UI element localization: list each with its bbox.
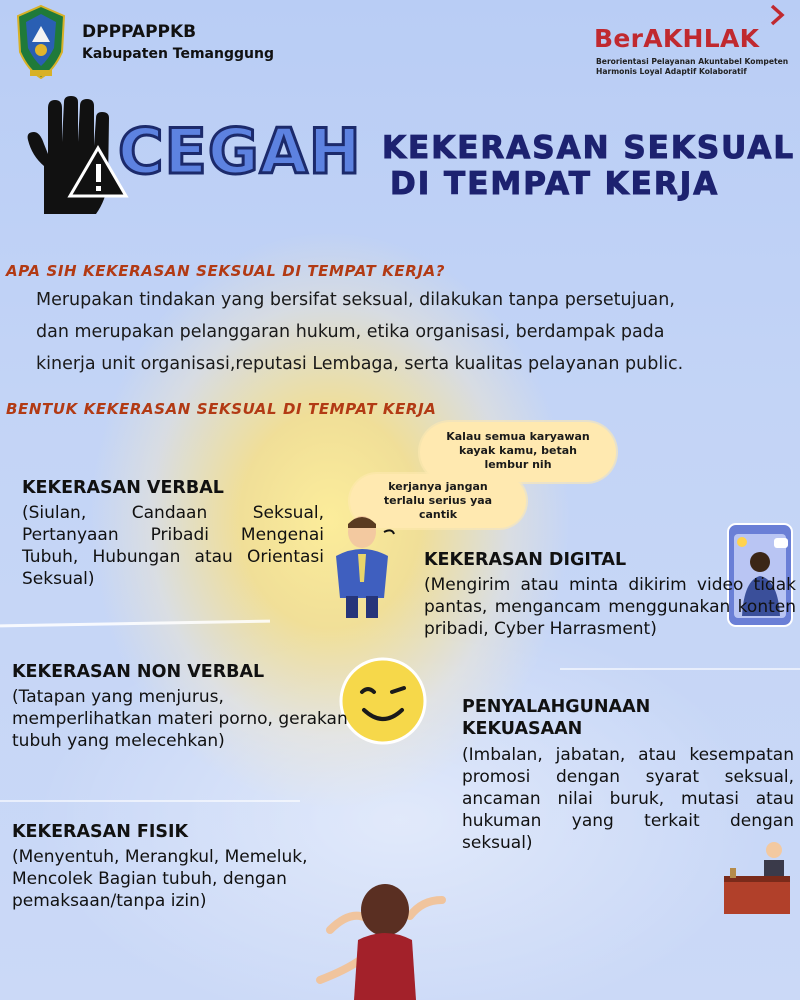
nonverbal-violence-description: (Tatapan yang menjurus, memperlihatkan materi porno, gerakan tubuh yang melecehkan) bbox=[12, 687, 348, 751]
light-streak bbox=[560, 668, 800, 670]
regency-emblem-icon bbox=[14, 4, 68, 80]
nonverbal-violence-title: KEKERASAN NON VERBAL bbox=[12, 662, 265, 682]
digital-violence-title: KEKERASAN DIGITAL bbox=[424, 550, 627, 570]
physical-violence-description: (Menyentuh, Merangkul, Memeluk, Mencolek Bagian tubuh, dengan pemaksaan/tanpa izin) bbox=[12, 847, 308, 911]
brand-tagline-line2: Harmonis Loyal Adaptif Kolaboratif bbox=[596, 67, 747, 76]
org-subtitle: Kabupaten Temanggung bbox=[82, 46, 274, 62]
title-line-1: KEKERASAN SEKSUAL bbox=[382, 130, 796, 166]
speech-bubble: Kalau semua karyawan kayak kamu, betah lembur nih bbox=[420, 422, 616, 482]
question-heading: APA SIH KEKERASAN SEKSUAL DI TEMPAT KERJA? bbox=[6, 262, 446, 280]
forms-heading: BENTUK KEKERASAN SEKSUAL DI TEMPAT KERJA bbox=[6, 400, 437, 418]
org-name: DPPPAPPKB bbox=[82, 22, 197, 42]
answer-line-1: Merupakan tindakan yang bersifat seksual, dilakukan tanpa persetujuan, bbox=[36, 290, 675, 310]
title-line-2: DI TEMPAT KERJA bbox=[390, 166, 720, 202]
stop-hand-warning-icon bbox=[22, 96, 132, 218]
verbal-violence-description: (Siulan, Candaan Seksual, Pertanyaan Pribadi Mengenai Tubuh, Hubungan atau Orientasi Seksual) bbox=[22, 503, 324, 589]
digital-violence-description: (Mengirim atau minta dikirim video tidak pantas, mengancam menggunakan konten pribadi, Cyber Harrasment) bbox=[424, 575, 796, 639]
abuse-of-power-description: (Imbalan, jabatan, atau kesempatan promosi dengan syarat seksual, ancaman nilai buruk, mutasi atau hukuman yang terkait dengan seksual) bbox=[462, 745, 794, 853]
catcalling-man-illustration bbox=[322, 512, 404, 624]
answer-line-2: dan merupakan pelanggaran hukum, etika organisasi, berdampak pada bbox=[36, 322, 665, 342]
brand-tagline bbox=[596, 57, 796, 77]
title-main-word: CEGAH bbox=[118, 115, 362, 188]
abuse-of-power-title: PENYALAHGUNAAN KEKUASAAN bbox=[462, 697, 651, 739]
brand-chevron-icon bbox=[770, 4, 786, 26]
verbal-violence-title: KEKERASAN VERBAL bbox=[22, 478, 224, 498]
brand-tagline-line1: Berorientasi Pelayanan Akuntabel Kompeten bbox=[596, 57, 789, 66]
light-streak bbox=[0, 800, 300, 802]
question-answer bbox=[36, 284, 776, 380]
light-streak bbox=[0, 620, 270, 628]
speech-bubble: kerjanya jangan terlalu serius yaa cantik bbox=[350, 474, 526, 528]
answer-line-3: kinerja unit organisasi,reputasi Lembaga, serta kualitas pelayanan public. bbox=[36, 354, 684, 374]
brand-wordmark: BerAKHLAK bbox=[594, 24, 760, 53]
physical-violence-title: KEKERASAN FISIK bbox=[12, 822, 189, 842]
